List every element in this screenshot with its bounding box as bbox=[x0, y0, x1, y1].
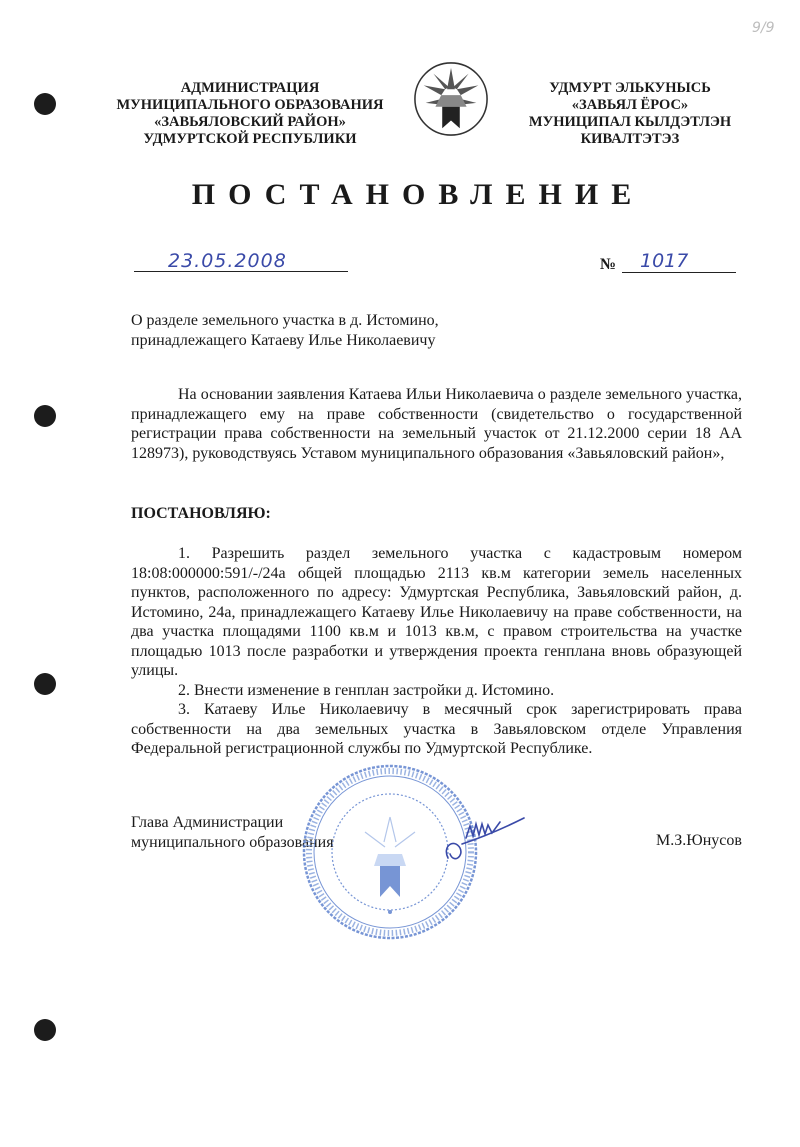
header-right-line: «ЗАВЬЯЛ ЁРОС» bbox=[571, 97, 689, 113]
header-right-organization bbox=[495, 80, 765, 148]
header-right-line: МУНИЦИПАЛ КЫЛДЭТЛЭН bbox=[528, 114, 732, 130]
header-right-line: КИВАЛТЭТЭЗ bbox=[580, 131, 680, 147]
handwritten-signature-icon bbox=[440, 808, 530, 868]
decree-item-1: 1. Разрешить раздел земельного участка с кадастровым номером 18:08:000000:591/-/24а общей площадью 2113 кв.м категории земель населенных пунктов, расположенного по адресу: Удмуртская Республика, Завьяловский район, д. Истомино, 24а, принадлежащего Катаеву Илье Николаевичу на праве собственности, на два участка площадями 1100 кв.м и 1013 кв.м, с правом строительства на участке площадью 1013 после разработки и утверждения проекта генплана вновь образующей улицы. bbox=[131, 545, 742, 679]
document-subject bbox=[131, 311, 439, 351]
document-number: 1017 bbox=[640, 250, 689, 272]
header-right-line: УДМУРТ ЭЛЬКУНЫСЬ bbox=[549, 80, 711, 96]
subject-line: принадлежащего Катаеву Илье Николаевичу bbox=[131, 332, 436, 349]
header-left-line: УДМУРТСКОЙ РЕСПУБЛИКИ bbox=[143, 131, 357, 147]
subject-line: О разделе земельного участка в д. Истомино, bbox=[131, 312, 439, 329]
decree-item-2: 2. Внести изменение в генплан застройки д. Истомино. bbox=[178, 681, 555, 699]
position-line: Глава Администрации bbox=[131, 814, 284, 831]
signer-name: М.З.Юнусов bbox=[656, 832, 742, 849]
page-annotation: 9/9 bbox=[752, 20, 775, 36]
header-left-line: «ЗАВЬЯЛОВСКИЙ РАЙОН» bbox=[154, 114, 346, 130]
number-underline bbox=[622, 272, 736, 273]
number-label: № bbox=[600, 256, 617, 273]
header-left-line: АДМИНИСТРАЦИЯ bbox=[180, 80, 320, 96]
document-title: ПОСТАНОВЛЕНИЕ bbox=[191, 178, 645, 211]
basis-paragraph: На основании заявления Катаева Ильи Николаевича о разделе земельного участка, принадлежащего ему на праве собственности (свидетельство о государственной регистрации права собственности на земельный участок от 21.12.2000 серии 18 АА 128973), руководствуясь Уставом муниципального образования «Завьяловский район», bbox=[131, 386, 742, 462]
decree-heading: ПОСТАНОВЛЯЮ: bbox=[131, 505, 271, 522]
header-left-line: МУНИЦИПАЛЬНОГО ОБРАЗОВАНИЯ bbox=[116, 97, 384, 113]
district-emblem-icon bbox=[412, 60, 490, 138]
document-date: 23.05.2008 bbox=[168, 250, 287, 272]
decree-item-3: 3. Катаеву Илье Николаевичу в месячный срок зарегистрировать права собственности на два земельных участка в Завьяловском отделе Управления Федеральной регистрационной службы по Удмуртской Республике. bbox=[131, 701, 742, 757]
punch-hole-4 bbox=[34, 1019, 56, 1041]
header-left-organization bbox=[105, 80, 395, 148]
punch-hole-2 bbox=[34, 405, 56, 427]
punch-hole-3 bbox=[34, 673, 56, 695]
punch-hole-1 bbox=[34, 93, 56, 115]
position-line: муниципального образования bbox=[131, 833, 334, 851]
decree-items bbox=[131, 544, 742, 759]
date-underline bbox=[134, 270, 348, 272]
